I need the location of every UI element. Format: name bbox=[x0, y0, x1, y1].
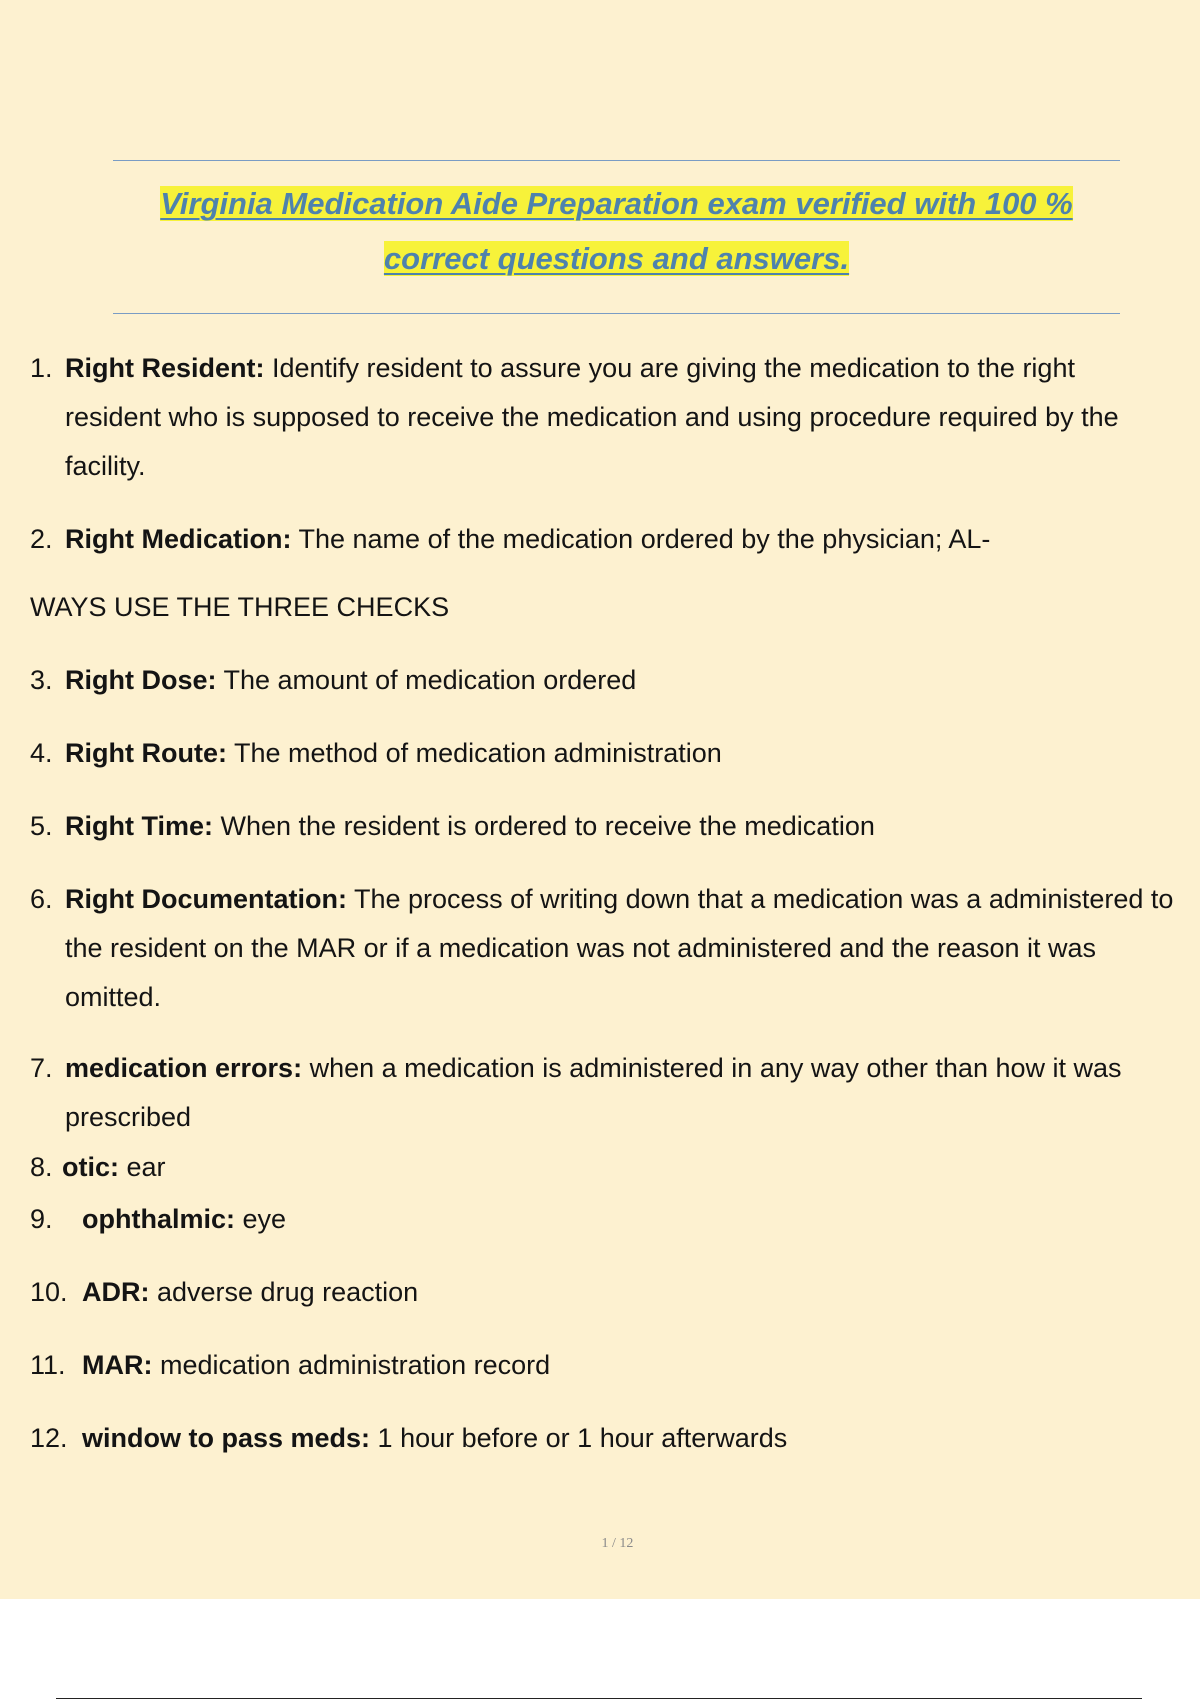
item-text bbox=[30, 656, 1170, 705]
list-item bbox=[30, 1195, 1170, 1244]
next-page-top-rule bbox=[56, 1698, 1142, 1699]
item-number: 1. bbox=[30, 353, 53, 383]
item-number: 4. bbox=[30, 738, 53, 768]
item-text bbox=[30, 1195, 1170, 1244]
item-number: 12. bbox=[30, 1423, 68, 1453]
item-definition: 1 hour before or 1 hour afterwards bbox=[370, 1423, 788, 1453]
item-term: Right Time: bbox=[65, 811, 213, 841]
item-text bbox=[30, 1414, 1170, 1463]
item-term: medication errors: bbox=[65, 1053, 303, 1083]
list-item bbox=[30, 802, 1170, 851]
item-term: Right Documentation: bbox=[65, 884, 347, 914]
title-bottom-rule bbox=[113, 313, 1120, 314]
list-item bbox=[30, 656, 1170, 705]
item-term: window to pass meds: bbox=[82, 1423, 371, 1453]
item-term: ADR: bbox=[82, 1277, 150, 1307]
item-number: 6. bbox=[30, 884, 53, 914]
item-term: MAR: bbox=[82, 1350, 153, 1380]
item-number: 2. bbox=[30, 524, 53, 554]
item-definition: eye bbox=[235, 1204, 287, 1234]
item-definition: medication administration record bbox=[152, 1350, 551, 1380]
item-text bbox=[30, 1044, 1170, 1142]
list-item bbox=[30, 1044, 1170, 1142]
item-definition: adverse drug reaction bbox=[149, 1277, 419, 1307]
list-item bbox=[30, 1414, 1170, 1463]
item-text bbox=[30, 729, 1170, 778]
item-number: 9. bbox=[30, 1204, 53, 1234]
item-number: 8. bbox=[30, 1152, 53, 1182]
item-number: 3. bbox=[30, 665, 53, 695]
item-text bbox=[30, 1268, 1170, 1317]
list-item bbox=[30, 875, 1190, 1022]
item-definition: when a medication is administered in any way other than how it was prescribed bbox=[65, 1053, 1122, 1132]
item-text bbox=[30, 1143, 1170, 1192]
item-term: ophthalmic: bbox=[82, 1204, 235, 1234]
item-text bbox=[30, 515, 1170, 564]
list-item bbox=[30, 1143, 1170, 1192]
title-top-rule bbox=[113, 160, 1120, 161]
item-definition: The name of the medication ordered by the physician; AL- bbox=[291, 524, 991, 554]
list-item bbox=[30, 1341, 1170, 1390]
item-definition: The amount of medication ordered bbox=[216, 665, 637, 695]
item-term: Right Medication: bbox=[65, 524, 292, 554]
list-item bbox=[30, 344, 1170, 491]
list-item bbox=[30, 1268, 1170, 1317]
item-text bbox=[30, 802, 1170, 851]
item-text bbox=[30, 344, 1170, 491]
item-number: 7. bbox=[30, 1053, 53, 1083]
item-continuation: WAYS USE THE THREE CHECKS bbox=[30, 592, 450, 622]
list-item bbox=[30, 515, 1170, 564]
item-term: Right Dose: bbox=[65, 665, 217, 695]
page-number: 1 / 12 bbox=[601, 1536, 634, 1551]
item-definition: The process of writing down that a medication was a administered to the resident on the MAR or if a medication was not administered and the reason it was omitted. bbox=[65, 884, 1174, 1012]
item-text bbox=[30, 1341, 1170, 1390]
item-number: 11. bbox=[30, 1350, 66, 1380]
document-title bbox=[113, 176, 1120, 286]
item-definition: When the resident is ordered to receive the medication bbox=[213, 811, 875, 841]
list-item bbox=[30, 729, 1170, 778]
item-term: Right Route: bbox=[65, 738, 227, 768]
item-number: 5. bbox=[30, 811, 53, 841]
item-term: otic: bbox=[62, 1152, 119, 1182]
title-line-1: Virginia Medication Aide Preparation exam verified with 100 % bbox=[160, 186, 1073, 221]
item-definition: Identify resident to assure you are giving the medication to the right resident who is supposed to receive the medication and using procedure required by the facility. bbox=[65, 353, 1119, 481]
item-text bbox=[30, 875, 1190, 1022]
item-number: 10. bbox=[30, 1277, 68, 1307]
item-definition: ear bbox=[119, 1152, 166, 1182]
item-definition: The method of medication administration bbox=[226, 738, 722, 768]
item-term: Right Resident: bbox=[65, 353, 265, 383]
title-line-2: correct questions and answers. bbox=[383, 241, 850, 276]
